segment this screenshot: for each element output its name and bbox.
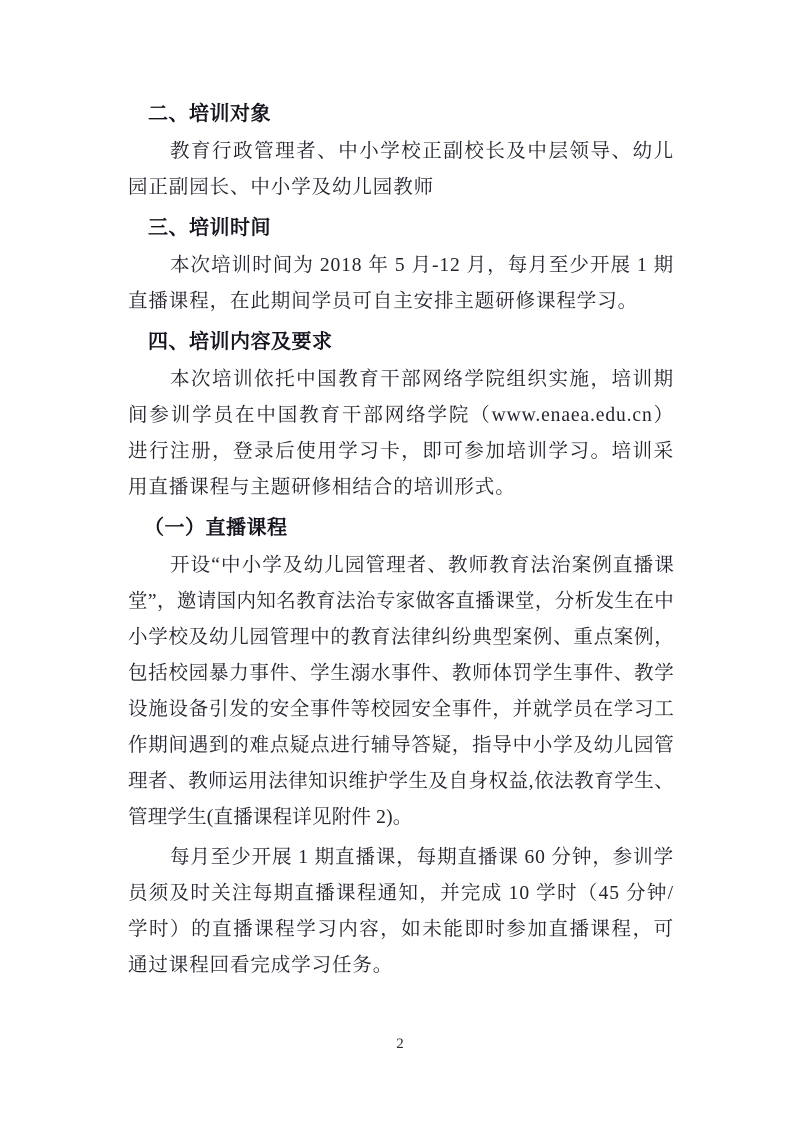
paragraph-training-time: 本次培训时间为 2018 年 5 月-12 月，每月至少开展 1 期直播课程，在此期间学员可自主安排主题研修课程学习。: [128, 255, 674, 312]
section-heading-training-content: 四、培训内容及要求: [148, 331, 333, 353]
paragraph-training-audience: 教育行政管理者、中小学校正副校长及中层领导、幼儿园正副园长、中小学及幼儿园教师: [128, 141, 674, 198]
section-heading-training-audience: 二、培训对象: [148, 103, 271, 125]
document-body: [128, 96, 674, 984]
page-number: 2: [396, 1036, 404, 1052]
paragraph-live-courses-requirements: 每月至少开展 1 期直播课，每期直播课 60 分钟，参训学员须及时关注每期直播课程通知，并完成 10 学时（45 分钟/学时）的直播课程学习内容，如未能即时参加直播课程，可通过课程回看完成学习任务。: [128, 847, 674, 976]
section-heading-training-time: 三、培训时间: [148, 217, 271, 239]
paragraph-training-content: 本次培训依托中国教育干部网络学院组织实施，培训期间参训学员在中国教育干部网络学院（www.enaea.edu.cn）进行注册，登录后使用学习卡，即可参加培训学习。培训采用直播课程与主题研修相结合的培训形式。: [128, 369, 674, 498]
paragraph-live-courses-description: 开设“中小学及幼儿园管理者、教师教育法治案例直播课堂”，邀请国内知名教育法治专家做客直播课堂，分析发生在中小学校及幼儿园管理中的教育法律纠纷典型案例、重点案例，包括校园暴力事件、学生溺水事件、教师体罚学生事件、教学设施设备引发的安全事件等校园安全事件，并就学员在学习工作期间遇到的难点疑点进行辅导答疑，指导中小学及幼儿园管理者、教师运用法律知识维护学生及自身权益,依法教育学生、管理学生(直播课程详见附件 2)。: [128, 555, 674, 828]
subsection-heading-live-courses: （一）直播课程: [144, 517, 288, 539]
